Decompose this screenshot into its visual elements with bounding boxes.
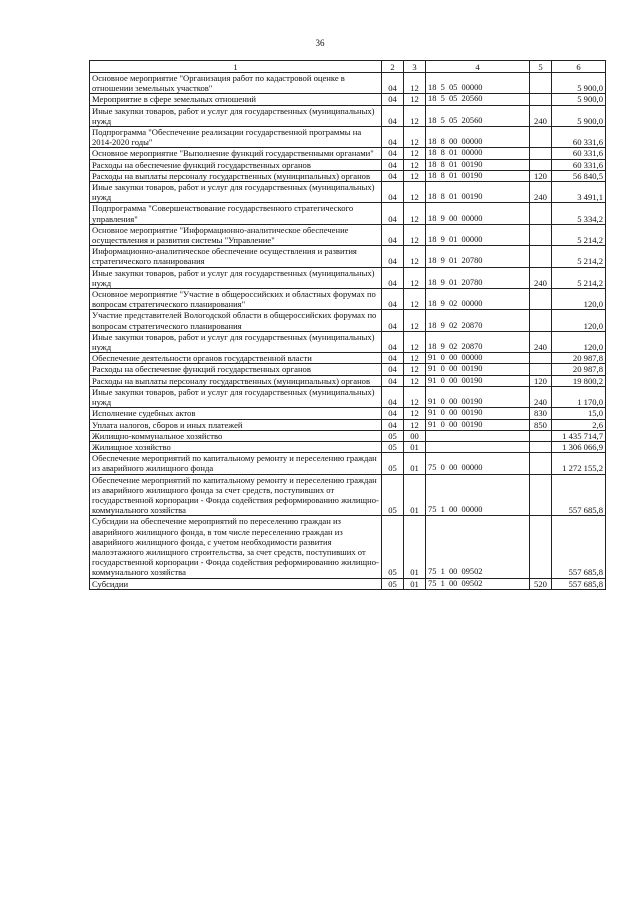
section-code-cell: 04 — [382, 148, 404, 159]
subsection-code-cell: 01 — [404, 516, 426, 578]
subsection-code-cell: 12 — [404, 364, 426, 375]
target-article-cell: 18 9 00 00000 — [426, 203, 530, 224]
expense-type-cell: 830 — [530, 408, 552, 419]
expense-type-cell — [530, 203, 552, 224]
section-code-cell: 04 — [382, 224, 404, 245]
expense-type-cell — [530, 224, 552, 245]
expense-type-cell — [530, 289, 552, 310]
subsection-code-cell: 12 — [404, 310, 426, 331]
amount-cell: 2,6 — [552, 419, 606, 430]
amount-cell: 1 272 155,2 — [552, 453, 606, 474]
amount-cell: 5 900,0 — [552, 105, 606, 126]
amount-cell: 3 491,1 — [552, 182, 606, 203]
subsection-code-cell: 12 — [404, 203, 426, 224]
row-name-cell: Участие представителей Вологодской области в общероссийских форумах по вопросам стратегического планирования — [90, 310, 382, 331]
table-row — [90, 516, 606, 578]
amount-cell: 20 987,8 — [552, 364, 606, 375]
expense-type-cell — [530, 127, 552, 148]
section-code-cell: 04 — [382, 375, 404, 386]
subsection-code-cell: 00 — [404, 430, 426, 441]
row-name-cell: Основное мероприятие "Участие в общероссийских и областных форумах по вопросам стратегического планирования" — [90, 289, 382, 310]
expense-type-cell: 240 — [530, 386, 552, 407]
row-name-cell: Подпрограмма "Совершенствование государственного стратегического управления" — [90, 203, 382, 224]
amount-cell: 120,0 — [552, 331, 606, 352]
subsection-code-cell: 12 — [404, 224, 426, 245]
target-article-cell: 18 5 05 00000 — [426, 73, 530, 94]
expense-type-cell — [530, 246, 552, 267]
target-article-cell: 18 9 02 00000 — [426, 289, 530, 310]
subsection-code-cell: 12 — [404, 331, 426, 352]
table-row — [90, 364, 606, 375]
expense-type-cell: 240 — [530, 105, 552, 126]
table-row — [90, 353, 606, 364]
target-article-cell: 18 9 01 20780 — [426, 246, 530, 267]
subsection-code-cell: 12 — [404, 148, 426, 159]
subsection-code-cell: 12 — [404, 375, 426, 386]
target-article-cell — [426, 430, 530, 441]
row-name-cell: Основное мероприятие "Организация работ по кадастровой оценке в отношении земельных участков" — [90, 73, 382, 94]
subsection-code-cell: 12 — [404, 182, 426, 203]
table-row — [90, 246, 606, 267]
target-article-cell: 91 0 00 00190 — [426, 364, 530, 375]
target-article-cell: 18 8 01 00190 — [426, 182, 530, 203]
section-code-cell: 04 — [382, 408, 404, 419]
expense-type-cell: 520 — [530, 578, 552, 589]
expense-type-cell: 240 — [530, 267, 552, 288]
section-code-cell: 04 — [382, 310, 404, 331]
column-header: 3 — [404, 61, 426, 73]
row-name-cell: Подпрограмма "Обеспечение реализации государственной программы на 2014-2020 годы" — [90, 127, 382, 148]
section-code-cell: 04 — [382, 267, 404, 288]
table-row — [90, 224, 606, 245]
target-article-cell: 18 9 01 20780 — [426, 267, 530, 288]
row-name-cell: Информационно-аналитическое обеспечение осуществления и развития стратегического планирования — [90, 246, 382, 267]
subsection-code-cell: 12 — [404, 408, 426, 419]
table-row — [90, 148, 606, 159]
amount-cell: 5 214,2 — [552, 246, 606, 267]
section-code-cell: 04 — [382, 364, 404, 375]
row-name-cell: Основное мероприятие "Выполнение функций государственными органами" — [90, 148, 382, 159]
table-row — [90, 73, 606, 94]
row-name-cell: Жилищное хозяйство — [90, 441, 382, 452]
table-row — [90, 474, 606, 516]
table-row — [90, 578, 606, 589]
table-row — [90, 310, 606, 331]
expense-type-cell: 240 — [530, 331, 552, 352]
target-article-cell: 75 0 00 00000 — [426, 453, 530, 474]
row-name-cell: Основное мероприятие "Информационно-аналитическое обеспечение осуществления и развития системы "Управление" — [90, 224, 382, 245]
row-name-cell: Обеспечение деятельности органов государственной власти — [90, 353, 382, 364]
target-article-cell: 91 0 00 00190 — [426, 408, 530, 419]
section-code-cell: 05 — [382, 474, 404, 516]
table-row — [90, 441, 606, 452]
expense-type-cell: 240 — [530, 182, 552, 203]
target-article-cell — [426, 441, 530, 452]
row-name-cell: Обеспечение мероприятий по капитальному ремонту и переселению граждан из аварийного жилищного фонда за счет средств, поступивших от государственной корпорации - Фонда содействия реформированию жилищно-коммунального хозяйства — [90, 474, 382, 516]
target-article-cell: 18 8 01 00000 — [426, 148, 530, 159]
target-article-cell: 18 8 01 00190 — [426, 159, 530, 170]
column-header: 6 — [552, 61, 606, 73]
target-article-cell: 91 0 00 00190 — [426, 375, 530, 386]
expense-type-cell — [530, 94, 552, 105]
row-name-cell: Расходы на выплаты персоналу государственных (муниципальных) органов — [90, 375, 382, 386]
subsection-code-cell: 12 — [404, 127, 426, 148]
amount-cell: 19 800,2 — [552, 375, 606, 386]
subsection-code-cell: 12 — [404, 105, 426, 126]
row-name-cell: Субсидии на обеспечение мероприятий по переселению граждан из аварийного жилищного фонда, в том числе переселению граждан из аварийного жилищного фонда, с учетом необходимости развития малоэтажного жилищного строительства, за счет средств, поступивших от государственной корпорации - Фонда содействия реформированию жилищно-коммунального хозяйства — [90, 516, 382, 578]
target-article-cell: 91 0 00 00190 — [426, 419, 530, 430]
table-row — [90, 375, 606, 386]
expense-type-cell — [530, 430, 552, 441]
amount-cell: 56 840,5 — [552, 170, 606, 181]
row-name-cell: Уплата налогов, сборов и иных платежей — [90, 419, 382, 430]
amount-cell: 5 900,0 — [552, 73, 606, 94]
amount-cell: 5 214,2 — [552, 224, 606, 245]
row-name-cell: Иные закупки товаров, работ и услуг для государственных (муниципальных) нужд — [90, 267, 382, 288]
subsection-code-cell: 01 — [404, 474, 426, 516]
subsection-code-cell: 12 — [404, 159, 426, 170]
expense-type-cell — [530, 453, 552, 474]
subsection-code-cell: 12 — [404, 419, 426, 430]
subsection-code-cell: 12 — [404, 289, 426, 310]
row-name-cell: Субсидии — [90, 578, 382, 589]
subsection-code-cell: 12 — [404, 386, 426, 407]
target-article-cell: 18 9 02 20870 — [426, 331, 530, 352]
section-code-cell: 04 — [382, 289, 404, 310]
amount-cell: 557 685,8 — [552, 474, 606, 516]
row-name-cell: Иные закупки товаров, работ и услуг для государственных (муниципальных) нужд — [90, 331, 382, 352]
row-name-cell: Иные закупки товаров, работ и услуг для государственных (муниципальных) нужд — [90, 386, 382, 407]
subsection-code-cell: 12 — [404, 73, 426, 94]
section-code-cell: 04 — [382, 182, 404, 203]
table-row — [90, 386, 606, 407]
target-article-cell: 18 9 01 00000 — [426, 224, 530, 245]
target-article-cell: 18 5 05 20560 — [426, 105, 530, 126]
table-header-row — [90, 61, 606, 73]
amount-cell: 15,0 — [552, 408, 606, 419]
amount-cell: 1 306 066,9 — [552, 441, 606, 452]
expense-type-cell — [530, 310, 552, 331]
target-article-cell: 91 0 00 00000 — [426, 353, 530, 364]
section-code-cell: 04 — [382, 170, 404, 181]
expense-type-cell — [530, 364, 552, 375]
expense-type-cell — [530, 353, 552, 364]
expense-type-cell: 850 — [530, 419, 552, 430]
subsection-code-cell: 12 — [404, 94, 426, 105]
row-name-cell: Исполнение судебных актов — [90, 408, 382, 419]
amount-cell: 120,0 — [552, 310, 606, 331]
section-code-cell: 04 — [382, 159, 404, 170]
subsection-code-cell: 12 — [404, 267, 426, 288]
table-row — [90, 94, 606, 105]
table-row — [90, 267, 606, 288]
subsection-code-cell: 01 — [404, 453, 426, 474]
subsection-code-cell: 01 — [404, 441, 426, 452]
row-name-cell: Расходы на обеспечение функций государственных органов — [90, 159, 382, 170]
target-article-cell: 75 1 00 09502 — [426, 578, 530, 589]
section-code-cell: 04 — [382, 73, 404, 94]
section-code-cell: 04 — [382, 386, 404, 407]
section-code-cell: 05 — [382, 430, 404, 441]
table-row — [90, 203, 606, 224]
amount-cell: 5 900,0 — [552, 94, 606, 105]
amount-cell: 1 435 714,7 — [552, 430, 606, 441]
section-code-cell: 04 — [382, 331, 404, 352]
expense-type-cell — [530, 148, 552, 159]
row-name-cell: Обеспечение мероприятий по капитальному ремонту и переселению граждан из аварийного жилищного фонда — [90, 453, 382, 474]
target-article-cell: 18 9 02 20870 — [426, 310, 530, 331]
amount-cell: 5 214,2 — [552, 267, 606, 288]
row-name-cell: Иные закупки товаров, работ и услуг для государственных (муниципальных) нужд — [90, 182, 382, 203]
section-code-cell: 04 — [382, 203, 404, 224]
table-row — [90, 105, 606, 126]
table-body — [90, 73, 606, 590]
amount-cell: 5 334,2 — [552, 203, 606, 224]
table-row — [90, 159, 606, 170]
row-name-cell: Мероприятие в сфере земельных отношений — [90, 94, 382, 105]
section-code-cell: 05 — [382, 441, 404, 452]
page-number: 36 — [315, 38, 325, 48]
expense-type-cell — [530, 516, 552, 578]
column-header: 1 — [90, 61, 382, 73]
expense-type-cell: 120 — [530, 375, 552, 386]
expense-type-cell — [530, 159, 552, 170]
section-code-cell: 05 — [382, 453, 404, 474]
row-name-cell: Расходы на обеспечение функций государственных органов — [90, 364, 382, 375]
amount-cell: 557 685,8 — [552, 578, 606, 589]
subsection-code-cell: 12 — [404, 246, 426, 267]
target-article-cell: 18 8 00 00000 — [426, 127, 530, 148]
section-code-cell: 05 — [382, 516, 404, 578]
amount-cell: 60 331,6 — [552, 127, 606, 148]
target-article-cell: 75 1 00 00000 — [426, 474, 530, 516]
expense-type-cell — [530, 441, 552, 452]
subsection-code-cell: 12 — [404, 170, 426, 181]
table-row — [90, 331, 606, 352]
table-row — [90, 419, 606, 430]
section-code-cell: 04 — [382, 105, 404, 126]
amount-cell: 557 685,8 — [552, 516, 606, 578]
table-row — [90, 453, 606, 474]
expense-type-cell — [530, 73, 552, 94]
target-article-cell: 18 5 05 20560 — [426, 94, 530, 105]
amount-cell: 60 331,6 — [552, 159, 606, 170]
table-row — [90, 430, 606, 441]
expense-type-cell — [530, 474, 552, 516]
section-code-cell: 04 — [382, 246, 404, 267]
amount-cell: 1 170,0 — [552, 386, 606, 407]
target-article-cell: 18 8 01 00190 — [426, 170, 530, 181]
subsection-code-cell: 01 — [404, 578, 426, 589]
row-name-cell: Иные закупки товаров, работ и услуг для государственных (муниципальных) нужд — [90, 105, 382, 126]
table-row — [90, 170, 606, 181]
budget-table — [89, 60, 606, 590]
column-header: 2 — [382, 61, 404, 73]
subsection-code-cell: 12 — [404, 353, 426, 364]
target-article-cell: 75 1 00 09502 — [426, 516, 530, 578]
target-article-cell: 91 0 00 00190 — [426, 386, 530, 407]
table-row — [90, 289, 606, 310]
amount-cell: 120,0 — [552, 289, 606, 310]
section-code-cell: 05 — [382, 578, 404, 589]
amount-cell: 20 987,8 — [552, 353, 606, 364]
table-row — [90, 182, 606, 203]
table-row — [90, 127, 606, 148]
row-name-cell: Жилищно-коммунальное хозяйство — [90, 430, 382, 441]
amount-cell: 60 331,6 — [552, 148, 606, 159]
row-name-cell: Расходы на выплаты персоналу государственных (муниципальных) органов — [90, 170, 382, 181]
section-code-cell: 04 — [382, 353, 404, 364]
column-header: 5 — [530, 61, 552, 73]
expense-type-cell: 120 — [530, 170, 552, 181]
section-code-cell: 04 — [382, 127, 404, 148]
table-row — [90, 408, 606, 419]
column-header: 4 — [426, 61, 530, 73]
section-code-cell: 04 — [382, 94, 404, 105]
section-code-cell: 04 — [382, 419, 404, 430]
